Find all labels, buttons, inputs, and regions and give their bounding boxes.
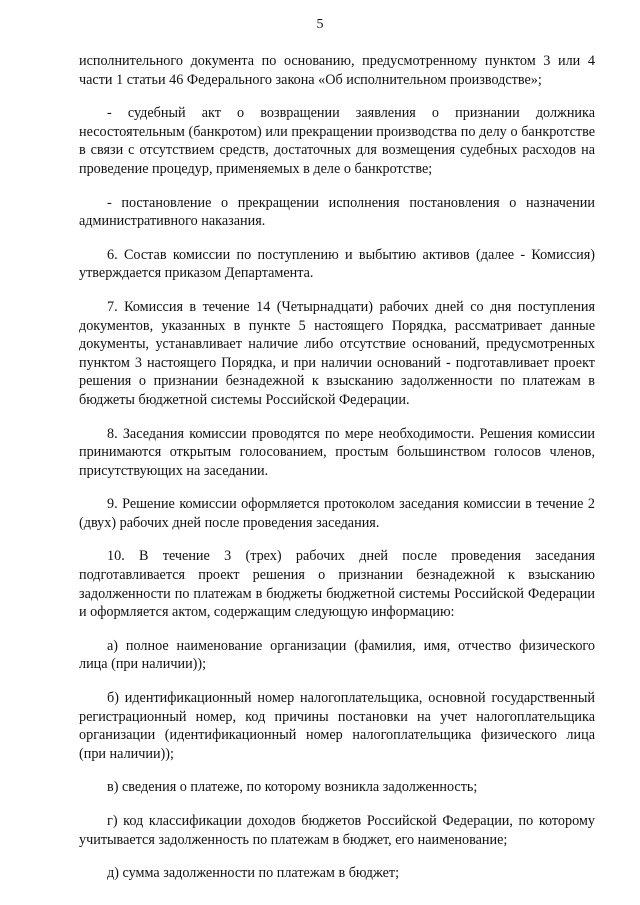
- paragraph-bullet-resolution: - постановление о прекращении исполнения постановления о назначении административного наказания.: [79, 194, 595, 230]
- paragraph-continuation: исполнительного документа по основанию, предусмотренному пунктом 3 или 4 части 1 статьи 46 Федерального закона «Об исполнительном производстве»;: [79, 53, 595, 88]
- paragraph-subitem-a: а) полное наименование организации (фамилия, имя, отчество физического лица (при наличии));: [79, 637, 595, 673]
- paragraph-item-10: 10. В течение 3 (трех) рабочих дней после проведения заседания подготавливается проект решения о признании безнадежной к взысканию задолженности по платежам в бюджеты бюджетной системы Российской Федерации и оформляется актом, содержащим следующую информацию:: [79, 548, 595, 621]
- paragraph-item-9: 9. Решение комиссии оформляется протоколом заседания комиссии в течение 2 (двух) рабочих дней после проведения заседания.: [79, 496, 595, 531]
- paragraph-item-6: 6. Состав комиссии по поступлению и выбытию активов (далее - Комиссия) утверждается приказом Департамента.: [79, 246, 595, 282]
- page-number: 5: [316, 17, 324, 32]
- paragraph-item-8: 8. Заседания комиссии проводятся по мере необходимости. Решения комиссии принимаются открытым голосованием, простым большинством голосов членов, присутствующих на заседании.: [79, 425, 595, 479]
- paragraph-bullet-court-act: - судебный акт о возвращении заявления о признании должника несостоятельным (банкротом) или прекращении производства по делу о банкротстве в связи с отсутствием средств, достаточных для возмещения судебных расходов на проведение процедур, применяемых в деле о банкротстве;: [79, 105, 595, 177]
- paragraph-subitem-b: б) идентификационный номер налогоплательщика, основной государственный регистрационный номер, код причины постановки на учет налогоплательщика организации (идентификационный номер налогоплательщика физического лица (при наличии));: [79, 690, 595, 762]
- paragraph-subitem-v: в) сведения о платеже, по которому возникла задолженность;: [107, 779, 478, 796]
- paragraph-subitem-d: д) сумма задолженности по платежам в бюджет;: [107, 865, 400, 882]
- paragraph-item-7: 7. Комиссия в течение 14 (Четырнадцати) рабочих дней со дня поступления документов, указанных в пункте 5 настоящего Порядка, рассматривает данные документы, устанавливает наличие либо отсутствие оснований, предусмотренных пунктом 3 настоящего Порядка, и при наличии оснований - подготавливает проект решения о признании безнадежной к взысканию задолженности по платежам в бюджеты бюджетной системы Российской Федерации.: [79, 298, 595, 408]
- paragraph-subitem-g: г) код классификации доходов бюджетов Российской Федерации, по которому учитывается задолженность по платежам в бюджет, его наименование;: [79, 813, 595, 848]
- document-body: [79, 52, 595, 883]
